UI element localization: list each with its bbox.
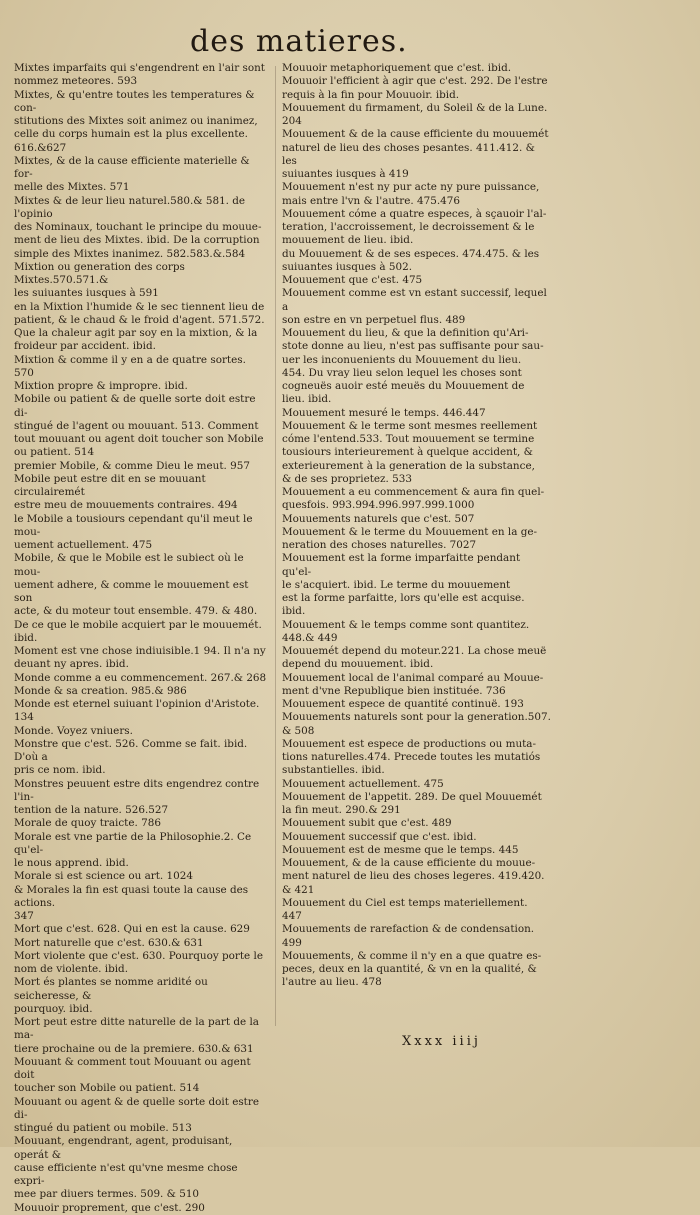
index-entry: Mobile, & que le Mobile est le subiect où le mou- uement adhere, & comme le mouuement est son acte, & du moteur tout ensemble. 479. & 480. De ce que le mobile acquiert par le mouuemét. ibid. xyxy=(14,552,262,644)
index-entry: Mixtes, & de la cause efficiente materielle & for- melle des Mixtes. 571 xyxy=(14,154,250,194)
index-entry: Mouuement & de la cause efficiente du mouuemét naturel de lieu des choses pesantes. 411.412. & les suiuantes iusques à 419 xyxy=(282,128,549,180)
index-entry: Mouuement & le temps comme sont quantitez. 448.& 449 xyxy=(282,618,530,644)
index-entry: premier Mobile, & comme Dieu le meut. 957 xyxy=(14,459,250,472)
index-entry: Mouuoir metaphoriquement que c'est. ibid. xyxy=(282,62,512,74)
index-entry: Mouuement comme est vn estant successif, lequel a son estre en vn perpetuel flus. 489 xyxy=(282,287,547,326)
index-entry: Mouuement, & de la cause efficiente du mouue- ment naturel de lieu des choses legeres. 419.420. & 421 xyxy=(282,857,545,896)
index-entry: Mouuement mesuré le temps. 446.447 xyxy=(282,406,486,419)
index-entry: Mort que c'est. 628. Qui en est la cause. 629 xyxy=(14,923,250,936)
index-entry: du Mouuement & de ses especes. 474.475. & les suiuantes iusques à 502. xyxy=(282,247,540,273)
index-entry: Mort naturelle que c'est. 630.& 631 xyxy=(14,936,204,949)
index-entry: Mouuant, engendrant, agent, produisant, operát & cause efficiente n'est qu'vne mesme chose expri- mee par diuers termes. 509. & 510 xyxy=(14,1135,238,1201)
index-entry: Mouuement est la forme imparfaitte pendant qu'el- le s'acquiert. ibid. Le terme du mouuement est la forme parfaitte, lors qu'elle est acquise. ibid. xyxy=(282,552,525,618)
index-entry: Mort violente que c'est. 630. Pourquoy porte le nom de violente. ibid. xyxy=(14,949,263,975)
index-entry: Mouuement & le terme du Mouuement en la ge- neration des choses naturelles. 7027 xyxy=(282,525,538,551)
index-entry: Monde. Voyez vniuers. xyxy=(14,724,133,737)
index-entry: Mouuemét depend du moteur.221. La chose meuë depend du mouuement. ibid. xyxy=(282,645,547,671)
index-entry: Mouuement du lieu, & que la definition qu'Ari- stote donne au lieu, n'est pas suffisante pour sau- uer les inconuenients du Mouuement du lieu. 454. Du vray lieu selon lequel les choses sont cogneuës auoir esté meuës du Mouuement de lieu. ibid. xyxy=(282,327,544,406)
index-entry: Mouuement n'est ny pur acte ny pure puissance, mais entre l'vn & l'autre. 475.476 xyxy=(282,181,540,207)
index-entry: en la Mixtion l'humide & le sec tiennent lieu de patient, & le chaud & le froid d'agent. 571.572. xyxy=(14,300,265,326)
index-entry: Mouuement successif que c'est. ibid. xyxy=(282,830,477,843)
index-entry: Morale de quoy traicte. 786 xyxy=(14,817,161,830)
index-entry: Morale si est science ou art. 1024 xyxy=(14,870,193,883)
page-header: des matieres. xyxy=(190,24,408,59)
index-entry: Monstre que c'est. 526. Comme se fait. ibid. D'où a pris ce nom. ibid. xyxy=(14,737,248,777)
index-entry: Que la chaleur agit par soy en la mixtion, & la froideur par accident. ibid. xyxy=(14,327,258,353)
index-entry: Mouuement a eu commencement & aura fin quel- quesfois. 993.994.996.997.999.1000 xyxy=(282,486,545,512)
index-entry: Monde & sa creation. 985.& 986 xyxy=(14,684,187,697)
index-entry: Mort peut estre ditte naturelle de la part de la ma- tiere prochaine ou de la premiere. 630.& 631 xyxy=(14,1016,259,1055)
index-entry: Mouuement que c'est. 475 xyxy=(282,274,423,286)
index-column-right xyxy=(282,62,552,1087)
index-entry: Mouuant & comment tout Mouuant ou agent doit toucher son Mobile ou patient. 514 xyxy=(14,1055,251,1095)
index-entry: Mouuoir l'efficient à agir que c'est. 292. De l'estre requis à la fin pour Mouuoir. ibid. xyxy=(282,75,548,101)
index-entry: le Mobile a tousiours cependant qu'il meut le mou- uement actuellement. 475 xyxy=(14,512,253,551)
index-entry: Monde comme a eu commencement. 267.& 268 xyxy=(14,671,267,684)
index-entry: Mouuant ou agent & de quelle sorte doit estre di- stingué du patient ou mobile. 513 xyxy=(14,1095,259,1134)
index-entry: Mouuement local de l'animal comparé au Mouue- ment d'vne Republique bien instituée. 736 xyxy=(282,671,544,697)
index-entry: Mouuement cóme a quatre especes, à sçauoir l'al- teration, l'accroissement, le decroissement & le mouuement de lieu. ibid. xyxy=(282,207,547,247)
index-column-left xyxy=(14,62,268,1214)
index-entry: Mouuement du firmament, du Soleil & de la Lune. 204 xyxy=(282,101,548,127)
index-entry: Mouuement est de mesme que le temps. 445 xyxy=(282,843,519,856)
index-entry: Mouuement actuellement. 475 xyxy=(282,777,444,790)
index-entry: Mort és plantes se nomme aridité ou seicheresse, & pourquoy. ibid. xyxy=(14,976,208,1015)
index-entry: Mouuement du Ciel est temps materiellement. 447 xyxy=(282,896,528,922)
index-entry: Mouuement espece de quantité continuë. 193 xyxy=(282,698,524,710)
index-entry: Mouuement subit que c'est. 489 xyxy=(282,817,452,830)
index-entry: Monde est eternel suiuant l'opinion d'Aristote. 134 xyxy=(14,698,260,724)
index-entry: Mixtion propre & impropre. ibid. xyxy=(14,380,188,392)
index-entry: Mouuement & le terme sont mesmes reellement cóme l'entend.533. Tout mouuement se termine tousiours interieurement à quelque accident, & exterieurement à la generation de la substance, & de ses proprietez. 533 xyxy=(282,419,538,485)
index-entry: Mouuements, & comme il n'y en a que quatre es- peces, deux en la quantité, & vn en la qualité, & l'autre au lieu. 478 xyxy=(282,949,542,989)
index-entry: Mouuoir proprement, que c'est. 290 xyxy=(14,1201,205,1214)
column-divider xyxy=(275,66,276,1026)
index-entry: Mixtion ou generation des corps Mixtes.570.571.& les suiuantes iusques à 591 xyxy=(14,260,185,300)
index-entry: Mixtes imparfaits qui s'engendrent en l'air sont nommez meteores. 593 xyxy=(14,62,265,88)
index-entry: Mixtion & comme il y en a de quatre sortes. 570 xyxy=(14,353,246,379)
index-entry: Mixtes, & qu'entre toutes les temperatures & con- stitutions des Mixtes soit animez ou inanimez, celle du corps humain est la plus excellente. 616.&627 xyxy=(14,88,258,154)
index-entry: Monstres peuuent estre dits engendrez contre l'in- tention de la nature. 526.527 xyxy=(14,777,260,816)
index-entry: Mobile ou patient & de quelle sorte doit estre di- stingué de l'agent ou mouuant. 513. Comment tout mouuant ou agent doit toucher son Mobile ou patient. 514 xyxy=(14,393,264,459)
index-entry: Mouuement de l'appetit. 289. De quel Mouuemét la fin meut. 290.& 291 xyxy=(282,790,542,816)
index-entry: Mouuements naturels que c'est. 507 xyxy=(282,512,475,525)
index-entry: Mobile peut estre dit en se mouuant circulairemét estre meu de mouuements contraires. 494 xyxy=(14,472,238,512)
index-entry: Moment est vne chose indiuisible.1 94. Il n'a ny deuant ny apres. ibid. xyxy=(14,645,266,671)
index-entry: & Morales la fin est quasi toute la cause des actions. 347 xyxy=(14,883,249,922)
index-entry: Mixtes & de leur lieu naturel.580.& 581. de l'opinio des Nominaux, touchant le principe du mouue- ment de lieu des Mixtes. ibid. De la corruption simple des Mixtes inanimez. 582.583.&.584 xyxy=(14,194,262,260)
signature-mark: Xxxx iiij xyxy=(402,1034,481,1049)
index-entry: Morale est vne partie de la Philosophie.2. Ce qu'el- le nous apprend. ibid. xyxy=(14,830,252,869)
index-entry: Mouuement est espece de productions ou muta- tions naturelles.474. Precede toutes les mutatiós substantielles. ibid. xyxy=(282,737,541,777)
index-entry: Mouuements de rarefaction & de condensation. 499 xyxy=(282,923,535,949)
index-entry: Mouuements naturels sont pour la generation.507. & 508 xyxy=(282,711,551,737)
